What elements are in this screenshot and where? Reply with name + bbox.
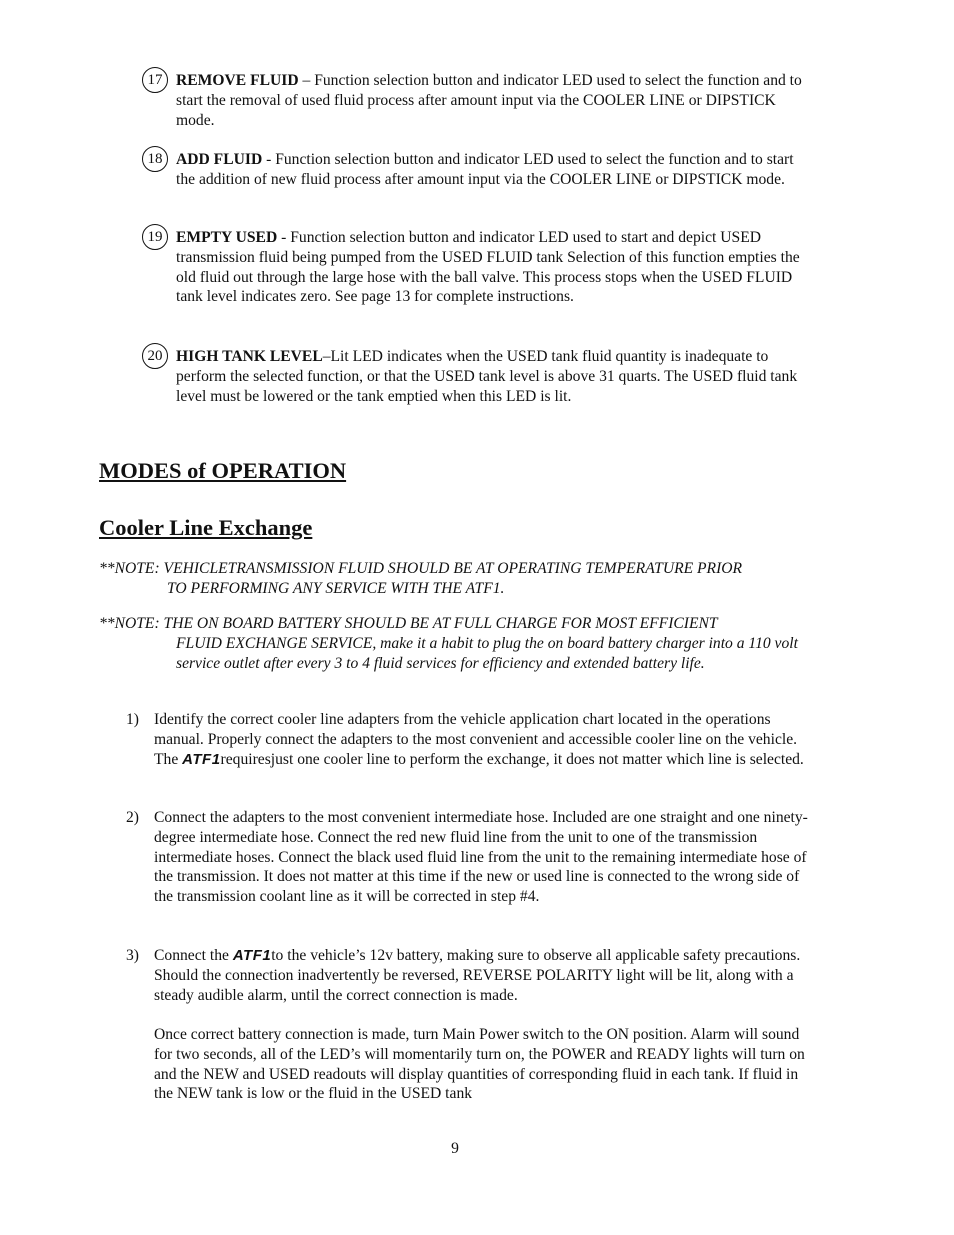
function-item-remove-fluid (147, 71, 816, 130)
item-number-circle: 17 (142, 67, 168, 93)
note-temperature (99, 559, 819, 599)
step-number: 2) (126, 809, 139, 826)
item-description: - Function selection button and indicator LED used to select the function and to start the addition of new fluid process after amount input via the COOLER LINE or DIPSTICK mode. (176, 151, 794, 188)
note-first-line: **NOTE: VEHICLETRANSMISSION FLUID SHOULD BE AT OPERATING TEMPERATURE PRIOR (99, 560, 743, 577)
function-item-add-fluid (147, 150, 816, 190)
step-number: 3) (126, 947, 139, 964)
note-continuation: FLUID EXCHANGE SERVICE, make it a habit to plug the on board battery charger into a 110 volt service outlet after every 3 to 4 fluid services for efficiency and extended battery life. (176, 634, 798, 672)
step-number: 1) (126, 711, 139, 728)
step-text-after: requiresjust one cooler line to perform the exchange, it does not matter which line is selected. (220, 750, 804, 768)
step-2 (126, 808, 816, 907)
step-3 (126, 946, 816, 1005)
item-description: – Function selection button and indicator LED used to select the function and to start the removal of used fluid process after amount input via the COOLER LINE or DIPSTICK mode. (176, 72, 802, 129)
atf1-brand: ATF1 (232, 947, 272, 964)
atf1-brand: ATF1 (182, 750, 221, 768)
item-number-circle: 18 (142, 146, 168, 172)
step-text: Identify the correct cooler line adapters from the vehicle application chart located in the operations manual. Properly connect the adapters to the most convenient and accessible cooler line on the vehicle. The (154, 711, 798, 768)
item-number-circle: 19 (142, 224, 168, 250)
section-heading: MODES of OPERATION (99, 458, 347, 483)
function-item-high-tank-level (147, 347, 816, 406)
note-continuation: TO PERFORMING ANY SERVICE WITH THE ATF1. (167, 579, 505, 597)
step-text-after: to the vehicle’s 12v battery, making sure to observe all applicable safety precautions. Should the connection inadvertently be reversed, REVERSE POLARITY light will be lit, along with a steady audible alarm, until the correct connection is made. (154, 947, 801, 1004)
item-title: ADD FLUID (176, 151, 263, 168)
item-title: EMPTY USED (176, 229, 278, 246)
page-number: 9 (451, 1140, 459, 1157)
note-first-line: **NOTE: THE ON BOARD BATTERY SHOULD BE AT FULL CHARGE FOR MOST EFFICIENT (99, 615, 718, 632)
step-1 (126, 710, 816, 769)
item-description: - Function selection button and indicator LED used to start and depict USED transmission fluid being pumped from the USED FLUID tank Selection of this function empties the old fluid out through the large hose with the ball valve. This process stops when the USED FLUID tank level indicates zero. See page 13 for complete instructions. (176, 229, 800, 306)
function-item-empty-used (147, 228, 816, 307)
step-text: Connect the (154, 947, 233, 964)
step-text: Connect the adapters to the most convenient intermediate hose. Included are one straight and one ninety-degree intermediate hose. Connect the red new fluid line from the unit to one of the transmission intermediate hoses. Connect the black used fluid line from the unit to the remaining intermediate hose of the transmission. It does not matter at this time if the new or used line is connected to the wrong side of the transmission coolant line as it will be corrected in step #4. (154, 809, 808, 906)
item-number-circle: 20 (142, 343, 168, 369)
item-title: HIGH TANK LEVEL (176, 348, 323, 365)
step-3-continuation: Once correct battery connection is made, turn Main Power switch to the ON position. Alarm will sound for two seconds, all of the LED’s will momentarily turn on, the POWER and READY lights will turn on and the NEW and USED readouts will display quantities of corresponding fluid in each tank. If fluid in the NEW tank is low or the fluid in the USED tank (154, 1026, 805, 1103)
item-description: –Lit LED indicates when the USED tank fluid quantity is inadequate to perform the selected function, or that the USED tank level is above 31 quarts. The USED fluid tank level must be lowered or the tank emptied when this LED is lit. (176, 348, 798, 405)
subsection-heading: Cooler Line Exchange (99, 515, 313, 540)
item-title: REMOVE FLUID (176, 72, 299, 89)
note-battery (99, 614, 819, 673)
